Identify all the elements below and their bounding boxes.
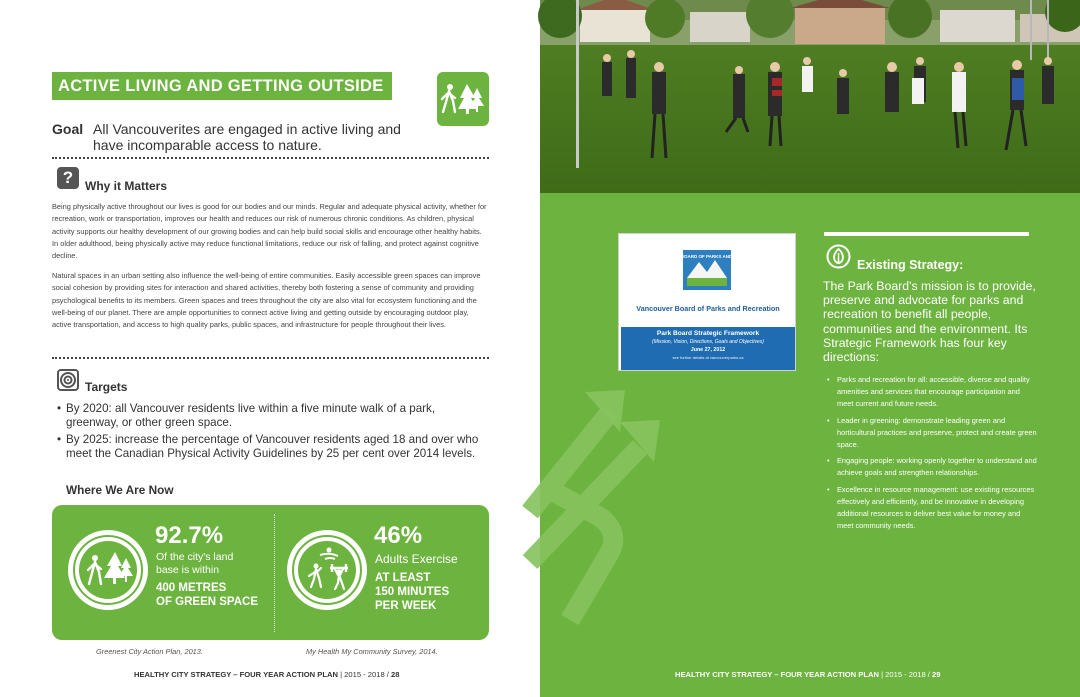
cover-band-url: see further details at vancouverparks.ca [672,355,744,360]
where-we-are-now-title: Where We Are Now [66,483,174,497]
target-icon [57,369,79,391]
stat-2-bold-1: AT LEAST [375,572,431,584]
existing-strategy-intro: The Park Board's mission is to provide, preserve and advocate for parks and recreation to benefit all people, communities and the environment. Its Strategic Framework has four key directions: [823,279,1036,365]
list-item: • By 2025: increase the percentage of Vancouver residents aged 18 and over who meet the Canadian Physical Activity Guidelines by 25 per cent over 2014 levels. [58,433,490,462]
divider [274,514,275,632]
divider [52,157,489,159]
key-directions-list [827,374,1037,536]
stat-2-source: My Health My Community Survey, 2014. [306,647,438,656]
targets-list [58,402,490,463]
footer-label: HEALTHY CITY STRATEGY – FOUR YEAR ACTION PLAN [134,670,338,679]
rugby-players-on-field-photo [540,0,1080,193]
walker-trees-icon [66,528,150,612]
list-item: • Parks and recreation for all: accessible, diverse and quality amenities and services that encourage participation and meet current and future needs. [827,374,1037,411]
why-title: Why it Matters [85,179,168,193]
cover-band-date: June 27, 2012 [690,347,726,353]
stat-1-percent: 92.7% [155,522,224,549]
stat-1-bold-2: OF GREEN SPACE [156,596,259,608]
right-page [540,0,1080,697]
page-footer [675,670,975,679]
list-item: • By 2020: all Vancouver residents live within a five minute walk of a park, greenway, or other green space. [58,402,490,431]
divider [824,232,1029,236]
footer-label: HEALTHY CITY STRATEGY – FOUR YEAR ACTION PLAN [675,670,879,679]
cover-band-title: Park Board Strategic Framework [656,330,760,337]
logo-text: VANCOUVER BOARD OF PARKS AND RECREATION [651,254,763,259]
leaf-icon [826,244,851,269]
stat-1-source: Greenest City Action Plan, 2013. [96,647,203,656]
goal-label: Goal [52,121,84,137]
stat-2-bold-2: 150 MINUTES [375,586,450,598]
existing-strategy-title: Existing Strategy: [857,258,964,272]
question-icon: ? [57,167,79,189]
section-title: ACTIVE LIVING AND GETTING OUTSIDE [52,72,392,100]
cover-title: Vancouver Board of Parks and Recreation [636,304,780,313]
why-paragraph-2: Natural spaces in an urban setting also influence the well-being of entire communities. Easily accessible green spaces can improve social cohesion by providing sites for interaction and shared activities, thereby both fostering a sense of community and providing psychological benefits to its members. Green spaces and trees throughout the city are also vital for ecosystem functioning and the well-being of our planet. There are ample opportunities to connect active living and getting outside by encouraging outdoor play, active transportation, and access to high quality parks, public spaces, and infrastructure for people throughout their lives. [52,271,481,330]
stat-1-bold-1: 400 METRES [156,582,227,594]
list-item: • Engaging people: working openly together to understand and achieve goals and strengthen relationships. [827,455,1037,479]
list-item: • Excellence in resource management: use existing resources effectively and efficiently, and be innovative in developing additional resources to deliver best value for money and meet community needs. [827,484,1037,533]
stat-2-line-1: Adults Exercise [375,552,458,566]
page-number: 29 [932,670,941,679]
why-paragraph-1: Being physically active throughout our lives is good for our bodies and our minds. Regular and adequate physical activity, whether for recreation, work or transportation, improves our health and reduces our risk of numerous chronic conditions. As children, physical activity supports our healthy development of our growing bodies and can help build social skills and encourage other healthy habits. In older adulthood, being physically active may reduce functional limitations, reduce our risk of falling, and protect against cognitive decline. [52,202,487,261]
stat-1-line-2: base is within [156,564,220,576]
park-board-logo-icon [651,250,763,290]
page-number: 28 [391,670,400,679]
footer-years: | 2015 - 2018 / [881,670,930,679]
cover-band-subtitle: (Mission, Vision, Directions, Goals and Objectives) [652,339,764,345]
goal-text: All Vancouverites are engaged in active living and have incomparable access to nature. [93,121,401,153]
arrows-decoration-icon [540,392,680,622]
stat-2-bold-3: PER WEEK [375,600,437,612]
cover-band [621,327,795,370]
divider [52,357,489,359]
exercise-people-icon [285,528,369,612]
footer-years: | 2015 - 2018 / [340,670,389,679]
stat-1-line-1: Of the city's land [156,551,234,563]
strategic-framework-cover [618,233,796,371]
page-footer [134,670,399,679]
targets-title: Targets [85,380,128,394]
hikers-trees-icon [437,72,489,126]
list-item: • Leader in greening: demonstrate leading green and horticultural practices and preserve, protect and create green space. [827,415,1037,452]
stat-2-percent: 46% [374,522,423,549]
